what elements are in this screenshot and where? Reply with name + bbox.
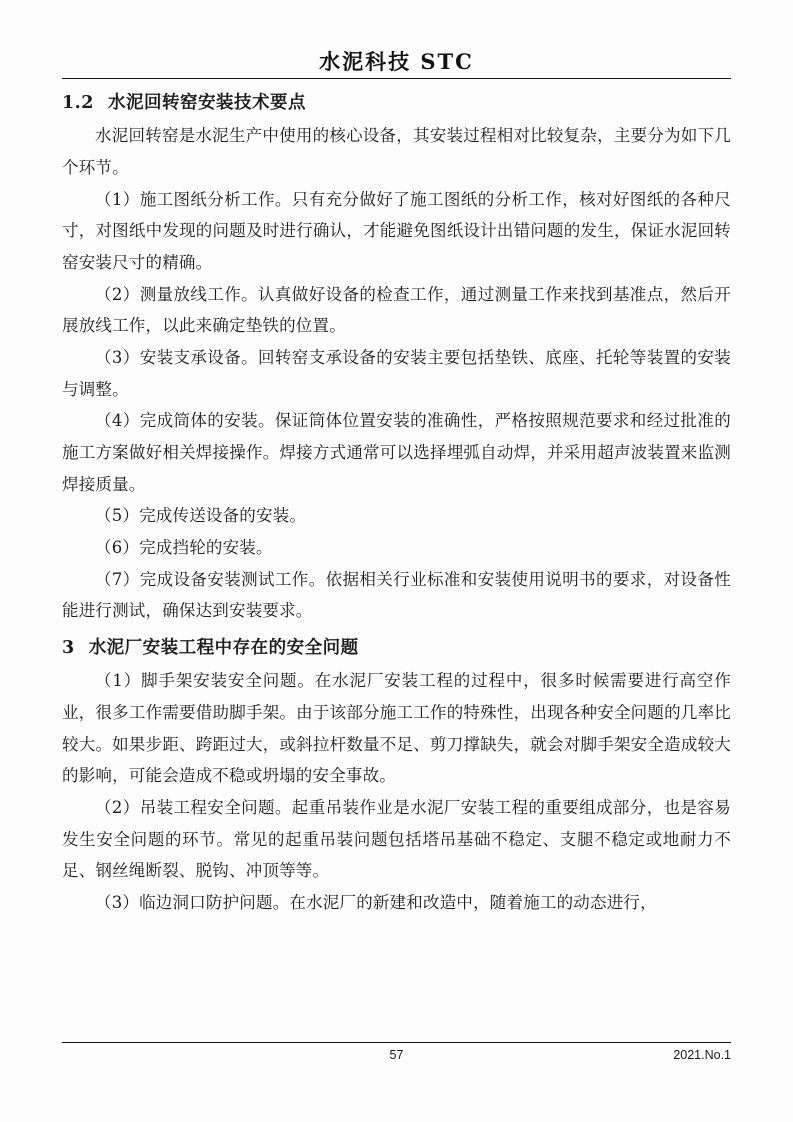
footer-divider — [62, 1042, 731, 1043]
page-content — [62, 86, 731, 919]
issue-reference: 2021.No.1 — [673, 1048, 731, 1062]
section-title-1-2: 水泥回转窑安装技术要点 — [107, 93, 306, 113]
paragraph: （5）完成传送设备的安装。 — [95, 506, 307, 526]
page-number: 57 — [389, 1048, 404, 1062]
journal-title: 水泥科技 STC — [319, 49, 474, 74]
section-heading-1-2 — [62, 90, 731, 116]
header-divider — [62, 78, 731, 79]
section-heading-3 — [62, 635, 731, 661]
section-title-3: 水泥厂安装工程中存在的安全问题 — [88, 638, 359, 658]
paragraph: （6）完成挡轮的安装。 — [95, 537, 273, 557]
paragraph: （3）临边洞口防护问题。在水泥厂的新建和改造中，随着施工的动态进行， — [95, 892, 657, 912]
paragraph: （7）完成设备安装测试工作。依据相关行业标准和安装使用说明书的要求，对设备性能进行测试，确保达到安装要求。 — [62, 569, 731, 621]
paragraph: 水泥回转窑是水泥生产中使用的核心设备，其安装过程相对比较复杂，主要分为如下几个环节。 — [62, 126, 731, 177]
paragraph: （1）施工图纸分析工作。只有充分做好了施工图纸的分析工作，核对好图纸的各种尺寸，对图纸中发现的问题及时进行确认，才能避免图纸设计出错问题的发生，保证水泥回转窑安装尺寸的精确。 — [62, 189, 731, 272]
paragraph: （2）吊装工程安全问题。起重吊装作业是水泥厂安装工程的重要组成部分，也是容易发生安全问题的环节。常见的起重吊装问题包括塔吊基础不稳定、支腿不稳定或地耐力不足、钢丝绳断裂、脱钩、冲顶等等。 — [62, 797, 731, 881]
paragraph: （1）脚手架安装安全问题。在水泥厂安装工程的过程中，很多时候需要进行高空作业，很多工作需要借助脚手架。由于该部分施工工作的特殊性，出现各种安全问题的几率比较大。如果步距、跨距过大，或斜拉杆数量不足、剪刀撑缺失，就会对脚手架安全造成较大的影响，可能会造成不稳或坍塌的安全事故。 — [62, 671, 731, 786]
paragraph: （3）安装支承设备。回转窑支承设备的安装主要包括垫铁、底座、托轮等装置的安装与调整。 — [62, 347, 731, 399]
paragraph: （4）完成筒体的安装。保证筒体位置安装的准确性，严格按照规范要求和经过批准的施工方案做好相关焊接操作。焊接方式通常可以选择埋弧自动焊，并采用超声波装置来监测焊接质量。 — [62, 411, 731, 494]
page-header — [62, 46, 731, 76]
section-number-3: 3 — [62, 638, 75, 658]
paragraph: （2）测量放线工作。认真做好设备的检查工作，通过测量工作来找到基准点，然后开展放线工作，以此来确定垫铁的位置。 — [62, 284, 731, 336]
section-number-1-2: 1.2 — [62, 93, 94, 113]
